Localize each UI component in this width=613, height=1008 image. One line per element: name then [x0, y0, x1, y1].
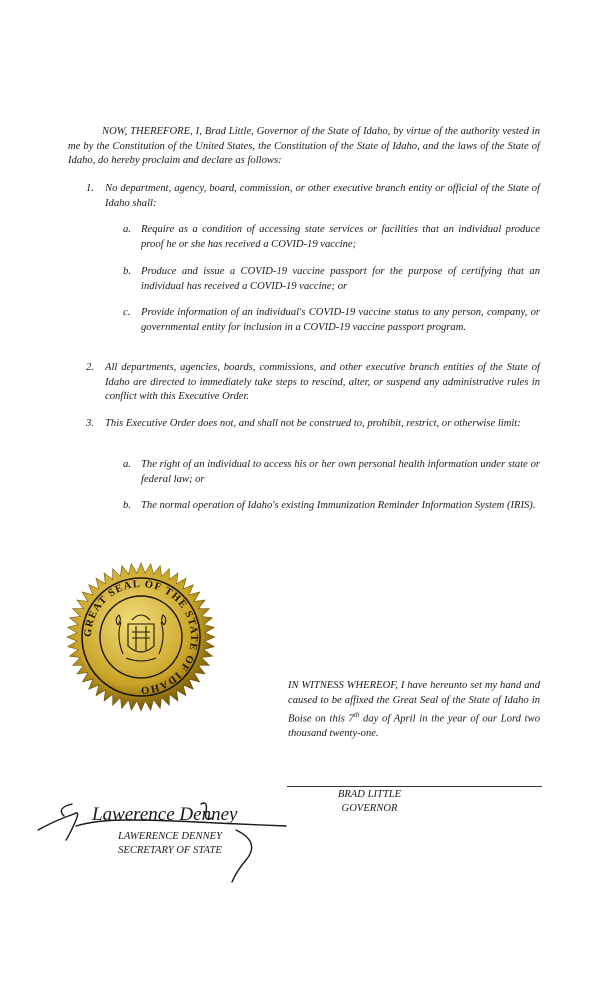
witness-ordinal: th [353, 711, 360, 720]
governor-title: GOVERNOR [341, 803, 398, 814]
order-item-3a [105, 458, 540, 487]
subitem-letter: b. [123, 266, 131, 277]
witness-text-end: day of April in the year of our Lord two thousand twenty-one. [288, 713, 540, 740]
secretary-signature-block [86, 830, 254, 858]
order-item-3 [68, 417, 540, 432]
witness-paragraph [288, 679, 540, 742]
item-text: This Executive Order does not, and shall not be construed to, prohibit, restrict, or otherwise limit: [105, 418, 521, 429]
subitem-text: Produce and issue a COVID-19 vaccine passport for the purpose of certifying that an individual has received a COVID-19 vaccine; or [141, 266, 540, 292]
great-seal-icon [66, 562, 216, 712]
item-number: 2. [86, 362, 94, 373]
secretary-name: LAWERENCE DENNEY [117, 831, 223, 842]
subitem-text: The normal operation of Idaho's existing Immunization Reminder Information System (IRIS). [141, 500, 536, 511]
governor-signature-line [287, 786, 542, 787]
order-item-2 [68, 361, 540, 405]
order-item-3b [105, 499, 540, 514]
secretary-title: SECRETARY OF STATE [118, 845, 222, 856]
order-item-1a [105, 223, 540, 252]
item-text: All departments, agencies, boards, commissions, and other executive branch entities of the State of Idaho are directed to immediately take steps to rescind, alter, or suspend any administrative rules in conflict with this Executive Order. [105, 362, 540, 403]
subitem-letter: a. [123, 459, 131, 470]
proclamation-paragraph: NOW, THEREFORE, I, Brad Little, Governor of the State of Idaho, by virtue of the authority vested in me by the Constitution of the United States, the Constitution of the State of Idaho, and the laws of the State of Idaho, do hereby proclaim and declare as follows: [68, 126, 540, 167]
subitem-letter: b. [123, 500, 131, 511]
item-number: 3. [86, 418, 94, 429]
subitem-letter: a. [123, 224, 131, 235]
item-number: 1. [86, 183, 94, 194]
order-item-1b [105, 265, 540, 294]
order-item-1c [105, 306, 540, 335]
subitem-letter: c. [123, 307, 131, 318]
witness-text-start: IN WITNESS WHEREOF, I have hereunto set my hand and caused to be affixed the Great Seal of the State of Idaho in Boise on this 7 [288, 680, 540, 725]
order-item-1 [68, 182, 540, 211]
item-text: No department, agency, board, commission, or other executive branch entity or official of the State of Idaho shall: [105, 183, 540, 209]
subitem-text: The right of an individual to access his or her own personal health information under state or federal law; or [141, 459, 540, 485]
subitem-text: Provide information of an individual's COVID-19 vaccine status to any person, company, or governmental entity for inclusion in a COVID-19 vaccine passport program. [141, 307, 540, 333]
governor-name: BRAD LITTLE [337, 789, 402, 800]
governor-signature-block [287, 788, 452, 816]
seal-outer-text: GREAT SEAL OF THE STATE OF IDAHO [82, 578, 200, 696]
secretary-signature-text: Lawerence Denney [92, 804, 238, 825]
subitem-text: Require as a condition of accessing state services or facilities that an individual produce proof he or she has received a COVID-19 vaccine; [141, 224, 540, 250]
